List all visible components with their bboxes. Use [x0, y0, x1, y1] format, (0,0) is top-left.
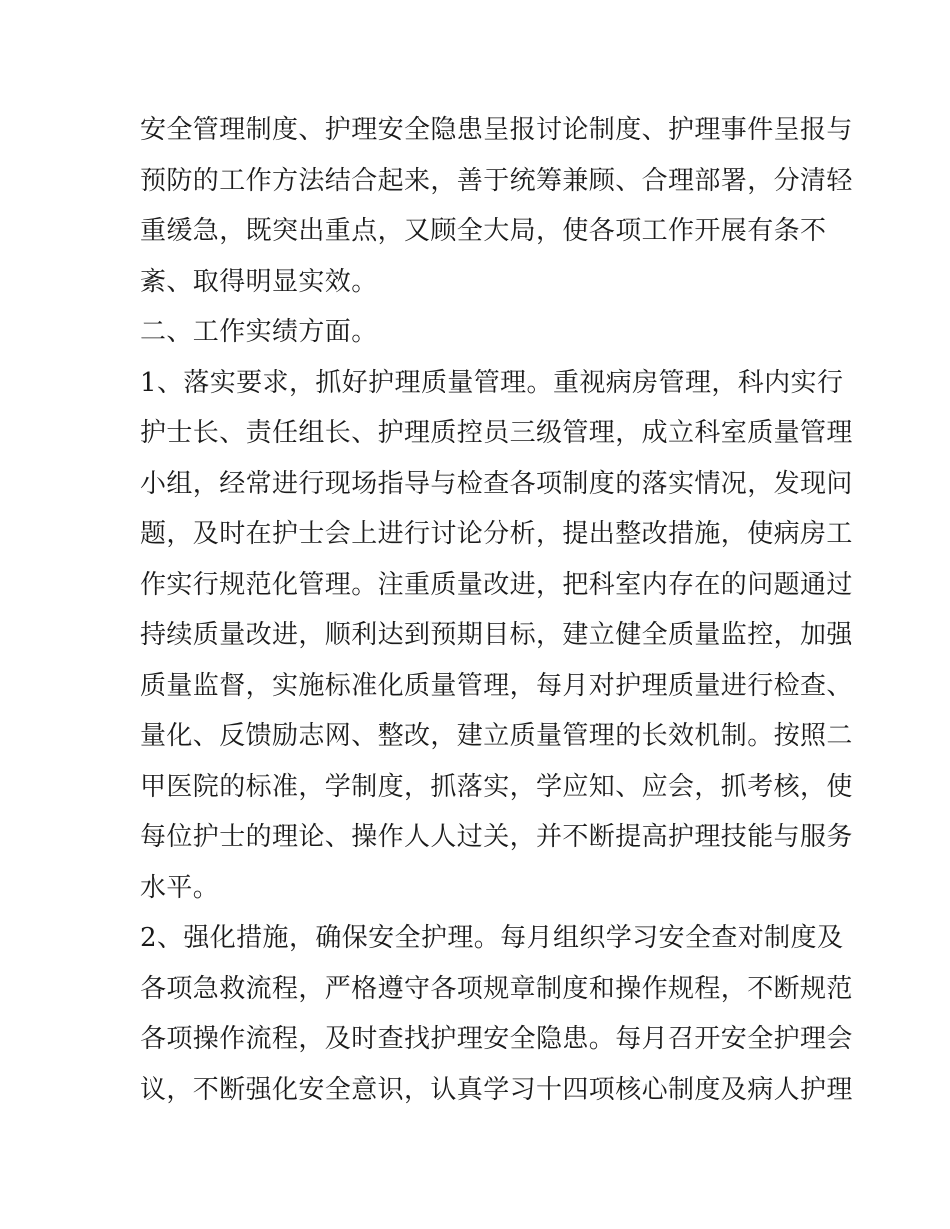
text-line-8: 小组，经常进行现场指导与检查各项制度的落实情况，发现问 [140, 468, 853, 499]
text-line-20: 议，不断强化安全意识，认真学习十四项核心制度及病人护理 [140, 1074, 853, 1105]
section-heading: 二、工作实绩方面。 [140, 317, 378, 347]
text-line-11: 持续质量改进，顺利达到预期目标，建立健全质量监控，加强 [140, 620, 853, 650]
text-line-2: 预防的工作方法结合起来，善于统筹兼顾、合理部署，分清轻 [140, 165, 853, 196]
text-line-16: 水平。 [140, 872, 220, 903]
text-line-4: 紊、取得明显实效。 [140, 266, 378, 297]
text-line-15: 每位护士的理论、操作人人过关，并不断提高护理技能与服务 [140, 822, 853, 852]
text-line-7: 护士长、责任组长、护理质控员三级管理，成立科室质量管理 [140, 418, 853, 448]
text-line-19: 各项操作流程，及时查找护理安全隐患。每月召开安全护理会 [140, 1024, 853, 1054]
text-line-3: 重缓急，既突出重点，又顾全大局，使各项工作开展有条不 [140, 216, 827, 246]
text-line-12: 质量监督，实施标准化质量管理，每月对护理质量进行检查、 [140, 670, 853, 701]
text-line-10: 作实行规范化管理。注重质量改进，把科室内存在的问题通过 [140, 569, 853, 600]
text-line-13: 量化、反馈励志网、整改，建立质量管理的长效机制。按照二 [140, 721, 853, 751]
text-line-17: 2、强化措施，确保安全护理。每月组织学习安全查对制度及 [140, 923, 844, 953]
text-line-1: 安全管理制度、护理安全隐患呈报讨论制度、护理事件呈报与 [140, 115, 853, 145]
text-line-18: 各项急救流程，严格遵守各项规章制度和操作规程，不断规范 [140, 973, 853, 1004]
text-line-6: 1、落实要求，抓好护理质量管理。重视病房管理，科内实行 [140, 367, 844, 398]
text-line-14: 甲医院的标准，学制度，抓落实，学应知、应会，抓考核，使 [140, 771, 853, 802]
text-line-9: 题，及时在护士会上进行讨论分析，提出整改措施，使病房工 [140, 519, 853, 549]
document-body [140, 105, 853, 1115]
